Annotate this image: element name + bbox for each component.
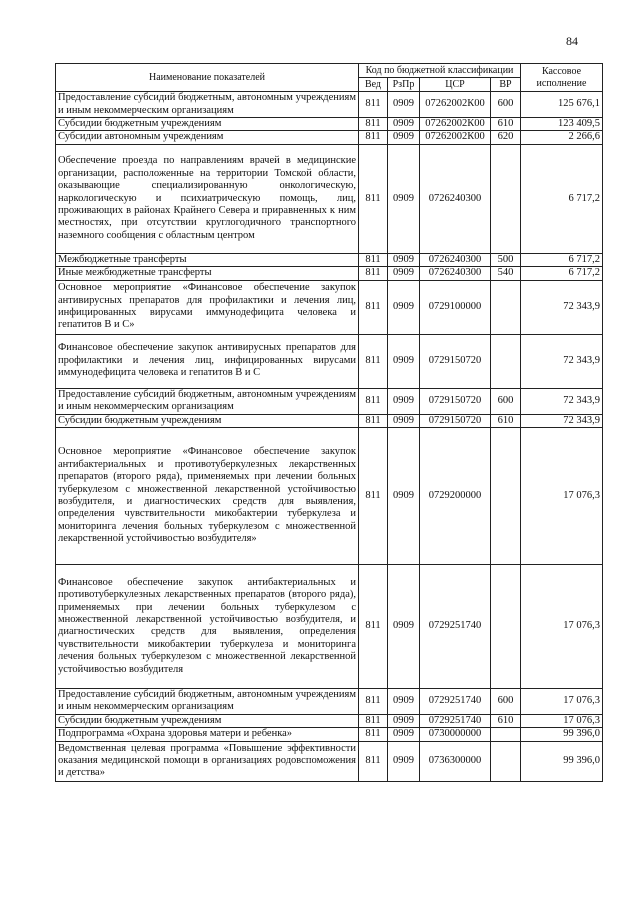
row-vr: 600 [491, 92, 521, 118]
row-rzpr: 0909 [388, 564, 420, 688]
table-row [56, 253, 603, 266]
row-rzpr: 0909 [388, 92, 420, 118]
table-row [56, 267, 603, 280]
header-name: Наименование показателей [56, 64, 359, 92]
table-row [56, 144, 603, 253]
row-vr [491, 334, 521, 388]
row-ved: 811 [359, 714, 388, 727]
row-ved: 811 [359, 118, 388, 131]
row-rzpr: 0909 [388, 427, 420, 564]
table-row [56, 92, 603, 118]
row-rzpr: 0909 [388, 118, 420, 131]
row-csr: 07262002К00 [420, 92, 491, 118]
row-ved: 811 [359, 414, 388, 427]
row-vr [491, 564, 521, 688]
table-row [56, 334, 603, 388]
row-ved: 811 [359, 144, 388, 253]
table-row [56, 388, 603, 414]
row-ved: 811 [359, 688, 388, 714]
row-vr [491, 728, 521, 741]
row-csr: 07262002К00 [420, 131, 491, 144]
row-vr: 610 [491, 118, 521, 131]
header-sum: Кассовое исполнение [521, 64, 603, 92]
row-vr [491, 280, 521, 334]
table-row [56, 741, 603, 781]
row-ved: 811 [359, 253, 388, 266]
table-row [56, 131, 603, 144]
row-sum: 17 076,3 [521, 688, 603, 714]
row-name: Субсидии бюджетным учреждениям [56, 414, 359, 427]
row-name: Предоставление субсидий бюджетным, автономным учреждениям и иным некоммерческим организациям [56, 92, 359, 118]
row-sum: 2 266,6 [521, 131, 603, 144]
row-vr: 620 [491, 131, 521, 144]
header-csr: ЦСР [420, 78, 491, 92]
row-sum: 6 717,2 [521, 267, 603, 280]
row-sum: 72 343,9 [521, 388, 603, 414]
row-sum: 17 076,3 [521, 564, 603, 688]
row-sum: 125 676,1 [521, 92, 603, 118]
row-vr: 500 [491, 253, 521, 266]
row-sum: 17 076,3 [521, 427, 603, 564]
row-ved: 811 [359, 388, 388, 414]
row-ved: 811 [359, 564, 388, 688]
table-row [56, 280, 603, 334]
row-csr: 0729150720 [420, 414, 491, 427]
row-rzpr: 0909 [388, 714, 420, 727]
row-sum: 72 343,9 [521, 334, 603, 388]
table-row [56, 728, 603, 741]
row-sum: 6 717,2 [521, 144, 603, 253]
table-row [56, 564, 603, 688]
row-sum: 99 396,0 [521, 741, 603, 781]
row-vr: 610 [491, 414, 521, 427]
row-rzpr: 0909 [388, 334, 420, 388]
row-rzpr: 0909 [388, 253, 420, 266]
row-ved: 811 [359, 92, 388, 118]
row-rzpr: 0909 [388, 414, 420, 427]
row-vr: 600 [491, 688, 521, 714]
row-name: Предоставление субсидий бюджетным, автономным учреждениям и иным некоммерческим организациям [56, 688, 359, 714]
row-csr: 0729150720 [420, 334, 491, 388]
row-name: Обеспечение проезда по направлениям врачей в медицинские организации, расположенные на территории Томской области, оказывающие специализированную онкологическую, наркологическую и психиатрическую помощь, лиц, проживающих в районах Крайнего Севера и приравненных к ним местностях, при отсутствии круглогодичного транспортного наземного сообщения с областным центром [56, 144, 359, 253]
row-rzpr: 0909 [388, 267, 420, 280]
row-name: Финансовое обеспечение закупок антивирусных препаратов для профилактики и лечения лиц, инфицированных вирусами иммунодефицита человека и гепатитов В и С [56, 334, 359, 388]
row-csr: 0729251740 [420, 564, 491, 688]
row-vr: 610 [491, 714, 521, 727]
row-rzpr: 0909 [388, 131, 420, 144]
table-row [56, 688, 603, 714]
row-name: Подпрограмма «Охрана здоровья матери и ребенка» [56, 728, 359, 741]
row-name: Межбюджетные трансферты [56, 253, 359, 266]
row-rzpr: 0909 [388, 728, 420, 741]
row-csr: 0730000000 [420, 728, 491, 741]
row-csr: 07262002К00 [420, 118, 491, 131]
row-csr: 0726240300 [420, 253, 491, 266]
row-name: Субсидии бюджетным учреждениям [56, 118, 359, 131]
row-ved: 811 [359, 131, 388, 144]
row-name: Предоставление субсидий бюджетным, автономным учреждениям и иным некоммерческим организациям [56, 388, 359, 414]
row-name: Иные межбюджетные трансферты [56, 267, 359, 280]
row-rzpr: 0909 [388, 280, 420, 334]
header-code-group: Код по бюджетной классификации [359, 64, 521, 78]
row-name: Субсидии автономным учреждениям [56, 131, 359, 144]
row-rzpr: 0909 [388, 388, 420, 414]
row-ved: 811 [359, 741, 388, 781]
row-sum: 72 343,9 [521, 280, 603, 334]
row-rzpr: 0909 [388, 741, 420, 781]
row-name: Финансовое обеспечение закупок антибактериальных и противотуберкулезных лекарственных препаратов (второго ряда), применяемых при лечении больных туберкулезом с множественной лекарственной устойчивостью возбудителя, и диагностических средств для выявления, определения чувствительности микобактерии туберкулеза и мониторинга лечения больных туберкулезом с множественной лекарственной устойчивостью возбудителя [56, 564, 359, 688]
row-vr [491, 427, 521, 564]
table-row [56, 427, 603, 564]
header-ved: Вед [359, 78, 388, 92]
row-ved: 811 [359, 267, 388, 280]
row-csr: 0729100000 [420, 280, 491, 334]
row-vr: 540 [491, 267, 521, 280]
row-ved: 811 [359, 280, 388, 334]
page-number: 84 [566, 34, 578, 48]
row-ved: 811 [359, 728, 388, 741]
row-name: Основное мероприятие «Финансовое обеспечение закупок антибактериальных и противотуберкулезных лекарственных препаратов (второго ряда), применяемых при лечении больных туберкулезом с множественной лекарственной устойчивостью возбудителя, и диагностических средств для выявления, определения чувствительности микобактерии туберкулеза и мониторинга лечения больных туберкулезом с множественной лекарственной устойчивостью возбудителя» [56, 427, 359, 564]
row-vr [491, 741, 521, 781]
budget-execution-table [55, 63, 603, 782]
row-name: Основное мероприятие «Финансовое обеспечение закупок антивирусных препаратов для профилактики и лечения лиц, инфицированных вирусами иммунодефицита человека и гепатитов В и С» [56, 280, 359, 334]
row-csr: 0729150720 [420, 388, 491, 414]
header-vr: ВР [491, 78, 521, 92]
row-name: Субсидии бюджетным учреждениям [56, 714, 359, 727]
row-sum: 6 717,2 [521, 253, 603, 266]
row-csr: 0726240300 [420, 144, 491, 253]
row-csr: 0736300000 [420, 741, 491, 781]
row-csr: 0729200000 [420, 427, 491, 564]
table-row [56, 414, 603, 427]
row-rzpr: 0909 [388, 688, 420, 714]
row-sum: 123 409,5 [521, 118, 603, 131]
header-rzpr: РзПр [388, 78, 420, 92]
row-ved: 811 [359, 427, 388, 564]
row-csr: 0729251740 [420, 714, 491, 727]
row-ved: 811 [359, 334, 388, 388]
row-sum: 17 076,3 [521, 714, 603, 727]
table-row [56, 118, 603, 131]
row-name: Ведомственная целевая программа «Повышение эффективности оказания медицинской помощи в организациях родовспоможения и детства» [56, 741, 359, 781]
row-csr: 0729251740 [420, 688, 491, 714]
row-sum: 99 396,0 [521, 728, 603, 741]
row-sum: 72 343,9 [521, 414, 603, 427]
row-csr: 0726240300 [420, 267, 491, 280]
row-vr [491, 144, 521, 253]
table-row [56, 714, 603, 727]
row-vr: 600 [491, 388, 521, 414]
row-rzpr: 0909 [388, 144, 420, 253]
